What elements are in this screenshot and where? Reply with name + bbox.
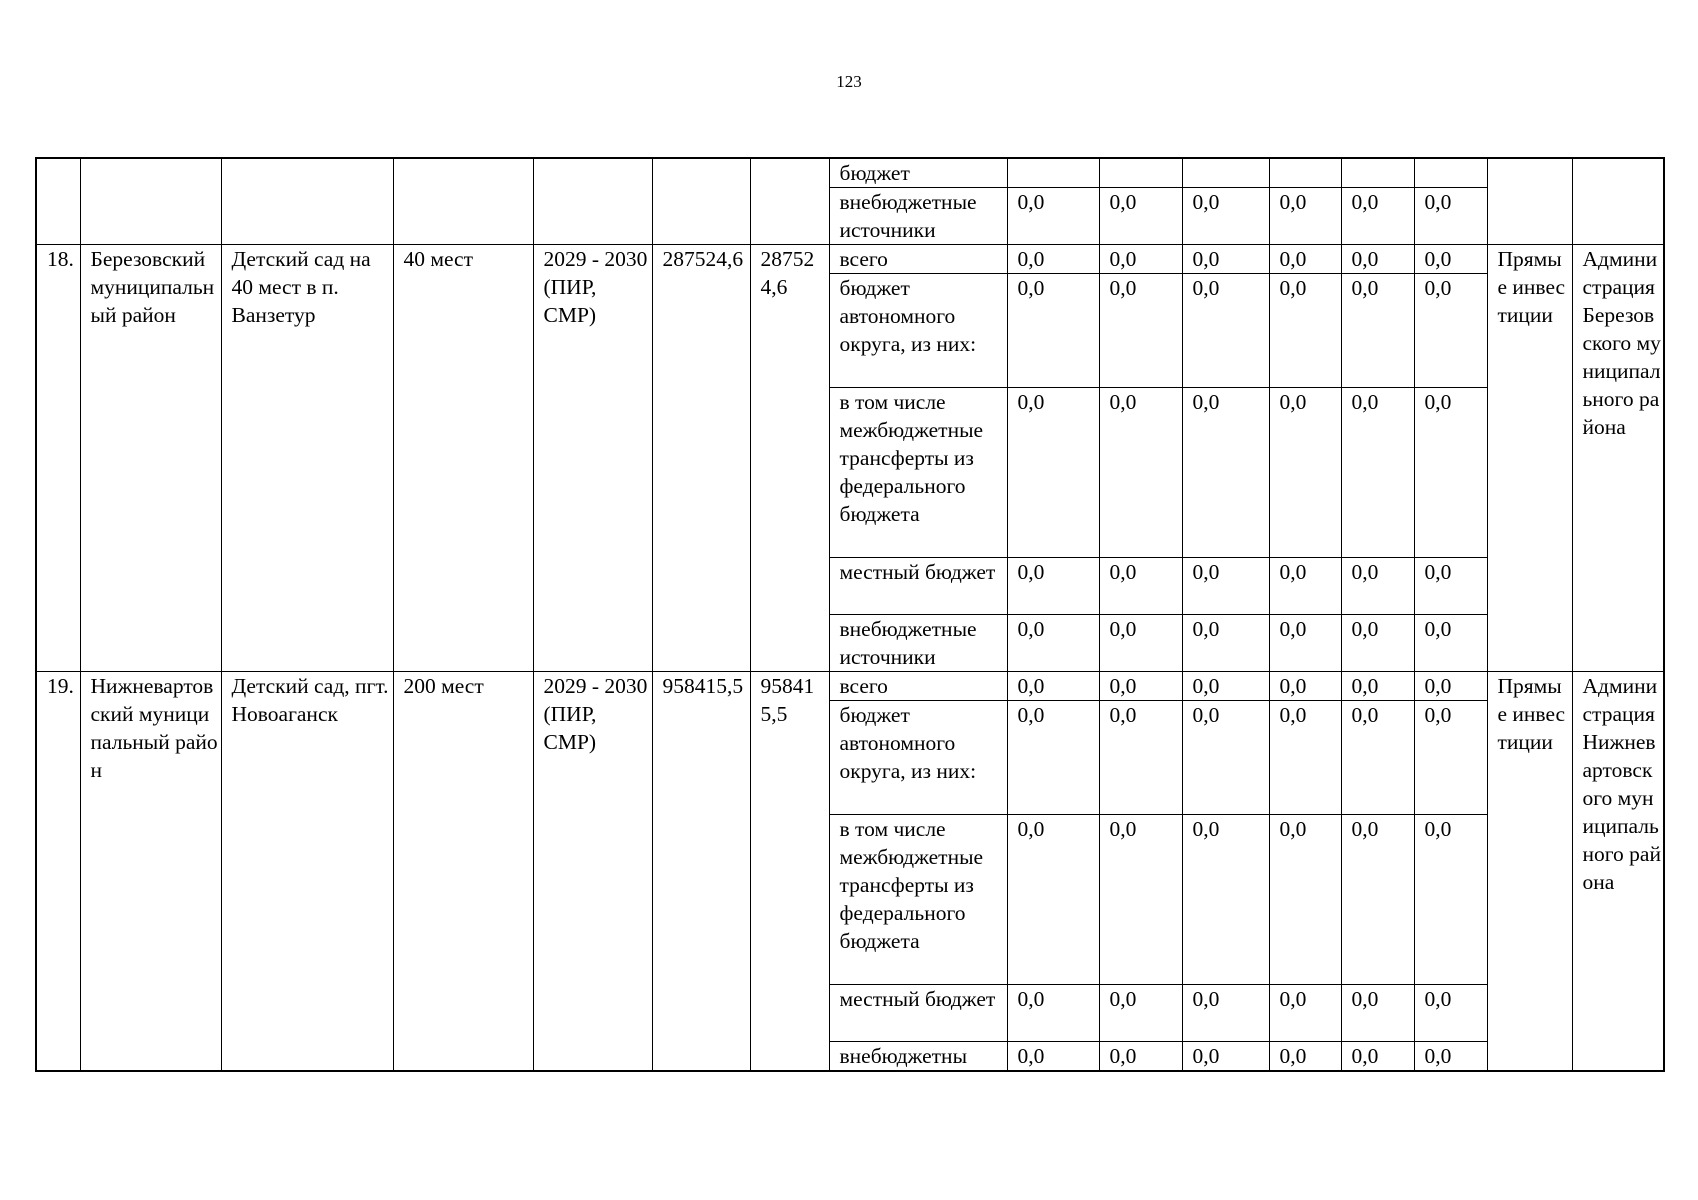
value-cell: 0,0 xyxy=(1099,274,1182,388)
value-cell: 0,0 xyxy=(1341,558,1414,615)
remaining-cell: 958415,5 xyxy=(750,672,829,1072)
value-cell: 0,0 xyxy=(1007,188,1099,245)
value-cell: 0,0 xyxy=(1182,1042,1269,1072)
value-cell: 0,0 xyxy=(1182,701,1269,815)
cost-cell: 958415,5 xyxy=(652,672,750,1072)
value-cell: 0,0 xyxy=(1341,672,1414,701)
value-cell xyxy=(1341,158,1414,188)
value-cell: 0,0 xyxy=(1414,558,1487,615)
value-cell: 0,0 xyxy=(1269,815,1341,985)
value-cell: 0,0 xyxy=(1182,558,1269,615)
table-body xyxy=(36,158,1664,1071)
value-cell: 0,0 xyxy=(1182,815,1269,985)
value-cell: 0,0 xyxy=(1341,985,1414,1042)
source-label: внебюджетны xyxy=(829,1042,1007,1072)
value-cell xyxy=(1269,158,1341,188)
value-cell: 0,0 xyxy=(1099,701,1182,815)
value-cell: 0,0 xyxy=(1414,245,1487,274)
responsible-cell: Администрация Нижневартовского муниципального района xyxy=(1572,672,1664,1072)
source-label: бюджет xyxy=(829,158,1007,188)
value-cell: 0,0 xyxy=(1269,672,1341,701)
value-cell: 0,0 xyxy=(1269,188,1341,245)
value-cell xyxy=(1007,158,1099,188)
value-cell: 0,0 xyxy=(1269,1042,1341,1072)
value-cell: 0,0 xyxy=(1182,615,1269,672)
value-cell: 0,0 xyxy=(1341,388,1414,558)
value-cell: 0,0 xyxy=(1099,558,1182,615)
source-label: местный бюджет xyxy=(829,558,1007,615)
value-cell: 0,0 xyxy=(1007,558,1099,615)
value-cell: 0,0 xyxy=(1269,615,1341,672)
value-cell: 0,0 xyxy=(1007,245,1099,274)
value-cell: 0,0 xyxy=(1414,672,1487,701)
value-cell: 0,0 xyxy=(1341,615,1414,672)
object-cell: Детский сад на 40 мест в п. Ванзетур xyxy=(221,245,393,672)
value-cell: 0,0 xyxy=(1007,701,1099,815)
table-row xyxy=(36,245,1664,274)
value-cell: 0,0 xyxy=(1269,985,1341,1042)
value-cell: 0,0 xyxy=(1007,815,1099,985)
mechanism-cell xyxy=(1487,158,1572,245)
capacity-cell: 40 мест xyxy=(393,245,533,672)
mechanism-cell: Прямые инвестиции xyxy=(1487,245,1572,672)
value-cell: 0,0 xyxy=(1182,188,1269,245)
value-cell: 0,0 xyxy=(1007,985,1099,1042)
value-cell: 0,0 xyxy=(1099,188,1182,245)
investment-table xyxy=(35,157,1665,1072)
source-label: внебюджетные источники xyxy=(829,615,1007,672)
value-cell: 0,0 xyxy=(1341,815,1414,985)
value-cell: 0,0 xyxy=(1414,274,1487,388)
table-row xyxy=(36,158,1664,188)
value-cell: 0,0 xyxy=(1341,274,1414,388)
value-cell: 0,0 xyxy=(1269,558,1341,615)
source-label: в том числе межбюджетные трансферты из федерального бюджета xyxy=(829,388,1007,558)
value-cell: 0,0 xyxy=(1099,672,1182,701)
object-cell: Детский сад, пгт. Новоаганск xyxy=(221,672,393,1072)
value-cell: 0,0 xyxy=(1182,985,1269,1042)
value-cell: 0,0 xyxy=(1007,672,1099,701)
mechanism-cell: Прямые инвестиции xyxy=(1487,672,1572,1072)
object-cell xyxy=(221,158,393,245)
value-cell: 0,0 xyxy=(1182,388,1269,558)
value-cell: 0,0 xyxy=(1414,388,1487,558)
num-cell: 18. xyxy=(36,245,80,672)
municipality-cell xyxy=(80,158,221,245)
value-cell: 0,0 xyxy=(1099,245,1182,274)
value-cell: 0,0 xyxy=(1269,388,1341,558)
num-cell xyxy=(36,158,80,245)
value-cell: 0,0 xyxy=(1099,815,1182,985)
value-cell: 0,0 xyxy=(1269,701,1341,815)
value-cell: 0,0 xyxy=(1269,274,1341,388)
value-cell: 0,0 xyxy=(1341,188,1414,245)
responsible-cell xyxy=(1572,158,1664,245)
value-cell xyxy=(1414,158,1487,188)
source-label: всего xyxy=(829,245,1007,274)
value-cell: 0,0 xyxy=(1414,615,1487,672)
table-row xyxy=(36,672,1664,701)
period-cell xyxy=(533,158,652,245)
remaining-cell: 287524,6 xyxy=(750,245,829,672)
source-label: в том числе межбюджетные трансферты из федерального бюджета xyxy=(829,815,1007,985)
value-cell: 0,0 xyxy=(1269,245,1341,274)
value-cell: 0,0 xyxy=(1007,274,1099,388)
period-cell: 2029 - 2030 (ПИР, СМР) xyxy=(533,672,652,1072)
value-cell xyxy=(1182,158,1269,188)
value-cell: 0,0 xyxy=(1007,1042,1099,1072)
value-cell: 0,0 xyxy=(1341,1042,1414,1072)
num-cell: 19. xyxy=(36,672,80,1072)
capacity-cell xyxy=(393,158,533,245)
responsible-cell: Администрация Березовского муниципального района xyxy=(1572,245,1664,672)
value-cell: 0,0 xyxy=(1414,815,1487,985)
cost-cell: 287524,6 xyxy=(652,245,750,672)
municipality-cell: Березовский муниципальный район xyxy=(80,245,221,672)
value-cell xyxy=(1099,158,1182,188)
source-label: бюджет автономного округа, из них: xyxy=(829,274,1007,388)
value-cell: 0,0 xyxy=(1341,245,1414,274)
source-label: всего xyxy=(829,672,1007,701)
value-cell: 0,0 xyxy=(1341,701,1414,815)
capacity-cell: 200 мест xyxy=(393,672,533,1072)
value-cell: 0,0 xyxy=(1099,615,1182,672)
value-cell: 0,0 xyxy=(1414,188,1487,245)
value-cell: 0,0 xyxy=(1414,1042,1487,1072)
value-cell: 0,0 xyxy=(1414,985,1487,1042)
value-cell: 0,0 xyxy=(1182,274,1269,388)
page-number: 123 xyxy=(836,72,862,91)
value-cell: 0,0 xyxy=(1099,388,1182,558)
value-cell: 0,0 xyxy=(1099,1042,1182,1072)
value-cell: 0,0 xyxy=(1099,985,1182,1042)
cost-cell xyxy=(652,158,750,245)
source-label: внебюджетные источники xyxy=(829,188,1007,245)
value-cell: 0,0 xyxy=(1007,615,1099,672)
value-cell: 0,0 xyxy=(1182,672,1269,701)
source-label: местный бюджет xyxy=(829,985,1007,1042)
remaining-cell xyxy=(750,158,829,245)
value-cell: 0,0 xyxy=(1182,245,1269,274)
value-cell: 0,0 xyxy=(1414,701,1487,815)
source-label: бюджет автономного округа, из них: xyxy=(829,701,1007,815)
period-cell: 2029 - 2030 (ПИР, СМР) xyxy=(533,245,652,672)
value-cell: 0,0 xyxy=(1007,388,1099,558)
municipality-cell: Нижневартовский муниципальный район xyxy=(80,672,221,1072)
